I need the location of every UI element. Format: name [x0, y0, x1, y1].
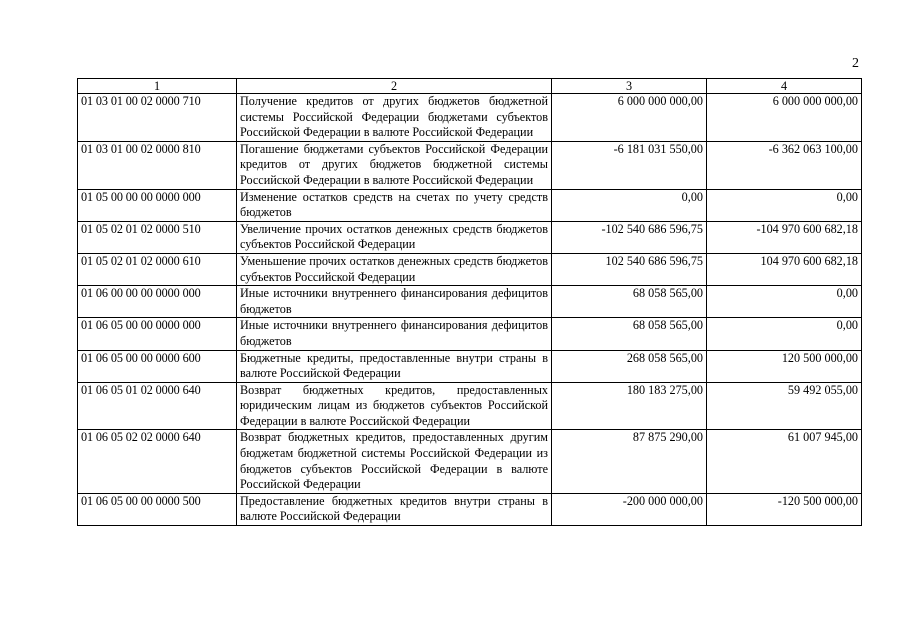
table-row — [78, 350, 862, 382]
amount-column-3: 68 058 565,00 — [552, 286, 707, 318]
amount-column-4: 104 970 600 682,18 — [707, 253, 862, 285]
row-description: Увеличение прочих остатков денежных средств бюджетов субъектов Российской Федерации — [237, 221, 552, 253]
table-row — [78, 141, 862, 189]
row-description: Возврат бюджетных кредитов, предоставленных другим бюджетам бюджетной системы Российской Федерации из бюджетов субъектов Российской Федерации в валюте Российской Федерации — [237, 430, 552, 493]
table-row — [78, 221, 862, 253]
row-description: Изменение остатков средств на счетах по учету средств бюджетов — [237, 189, 552, 221]
budget-code: 01 05 02 01 02 0000 510 — [78, 221, 237, 253]
row-description: Возврат бюджетных кредитов, предоставленных юридическим лицам из бюджетов субъектов Российской Федерации в валюте Российской Федерации — [237, 382, 552, 430]
amount-column-4: -120 500 000,00 — [707, 493, 862, 525]
amount-column-3: 87 875 290,00 — [552, 430, 707, 493]
amount-column-4: 0,00 — [707, 286, 862, 318]
budget-code: 01 03 01 00 02 0000 710 — [78, 94, 237, 142]
amount-column-4: -104 970 600 682,18 — [707, 221, 862, 253]
table-row — [78, 189, 862, 221]
amount-column-3: 6 000 000 000,00 — [552, 94, 707, 142]
budget-sources-table — [77, 78, 862, 526]
amount-column-4: 120 500 000,00 — [707, 350, 862, 382]
budget-code: 01 05 02 01 02 0000 610 — [78, 253, 237, 285]
row-description: Уменьшение прочих остатков денежных средств бюджетов субъектов Российской Федерации — [237, 253, 552, 285]
amount-column-3: 268 058 565,00 — [552, 350, 707, 382]
amount-column-3: 68 058 565,00 — [552, 318, 707, 350]
column-header-2: 2 — [237, 79, 552, 94]
row-description: Погашение бюджетами субъектов Российской Федерации кредитов от других бюджетов бюджетной системы Российской Федерации в валюте Российской Федерации — [237, 141, 552, 189]
table-row — [78, 318, 862, 350]
amount-column-4: 61 007 945,00 — [707, 430, 862, 493]
amount-column-4: 0,00 — [707, 189, 862, 221]
table-row — [78, 493, 862, 525]
table-row — [78, 430, 862, 493]
budget-code: 01 06 05 01 02 0000 640 — [78, 382, 237, 430]
budget-code: 01 06 05 02 02 0000 640 — [78, 430, 237, 493]
budget-code: 01 06 05 00 00 0000 000 — [78, 318, 237, 350]
amount-column-3: -6 181 031 550,00 — [552, 141, 707, 189]
amount-column-3: 0,00 — [552, 189, 707, 221]
column-header-4: 4 — [707, 79, 862, 94]
column-header-1: 1 — [78, 79, 237, 94]
amount-column-3: 180 183 275,00 — [552, 382, 707, 430]
row-description: Иные источники внутреннего финансирования дефицитов бюджетов — [237, 318, 552, 350]
table-row — [78, 94, 862, 142]
table-row — [78, 286, 862, 318]
page-number: 2 — [852, 56, 859, 71]
amount-column-3: 102 540 686 596,75 — [552, 253, 707, 285]
amount-column-4: 59 492 055,00 — [707, 382, 862, 430]
amount-column-4: 6 000 000 000,00 — [707, 94, 862, 142]
budget-code: 01 05 00 00 00 0000 000 — [78, 189, 237, 221]
row-description: Предоставление бюджетных кредитов внутри страны в валюте Российской Федерации — [237, 493, 552, 525]
row-description: Бюджетные кредиты, предоставленные внутри страны в валюте Российской Федерации — [237, 350, 552, 382]
table-row — [78, 382, 862, 430]
row-description: Получение кредитов от других бюджетов бюджетной системы Российской Федерации бюджетами субъектов Российской Федерации в валюте Российской Федерации — [237, 94, 552, 142]
amount-column-3: -200 000 000,00 — [552, 493, 707, 525]
table-header-row — [78, 79, 862, 94]
column-header-3: 3 — [552, 79, 707, 94]
budget-code: 01 06 00 00 00 0000 000 — [78, 286, 237, 318]
table-row — [78, 253, 862, 285]
amount-column-3: -102 540 686 596,75 — [552, 221, 707, 253]
budget-code: 01 06 05 00 00 0000 500 — [78, 493, 237, 525]
row-description: Иные источники внутреннего финансирования дефицитов бюджетов — [237, 286, 552, 318]
budget-code: 01 06 05 00 00 0000 600 — [78, 350, 237, 382]
budget-code: 01 03 01 00 02 0000 810 — [78, 141, 237, 189]
amount-column-4: 0,00 — [707, 318, 862, 350]
amount-column-4: -6 362 063 100,00 — [707, 141, 862, 189]
